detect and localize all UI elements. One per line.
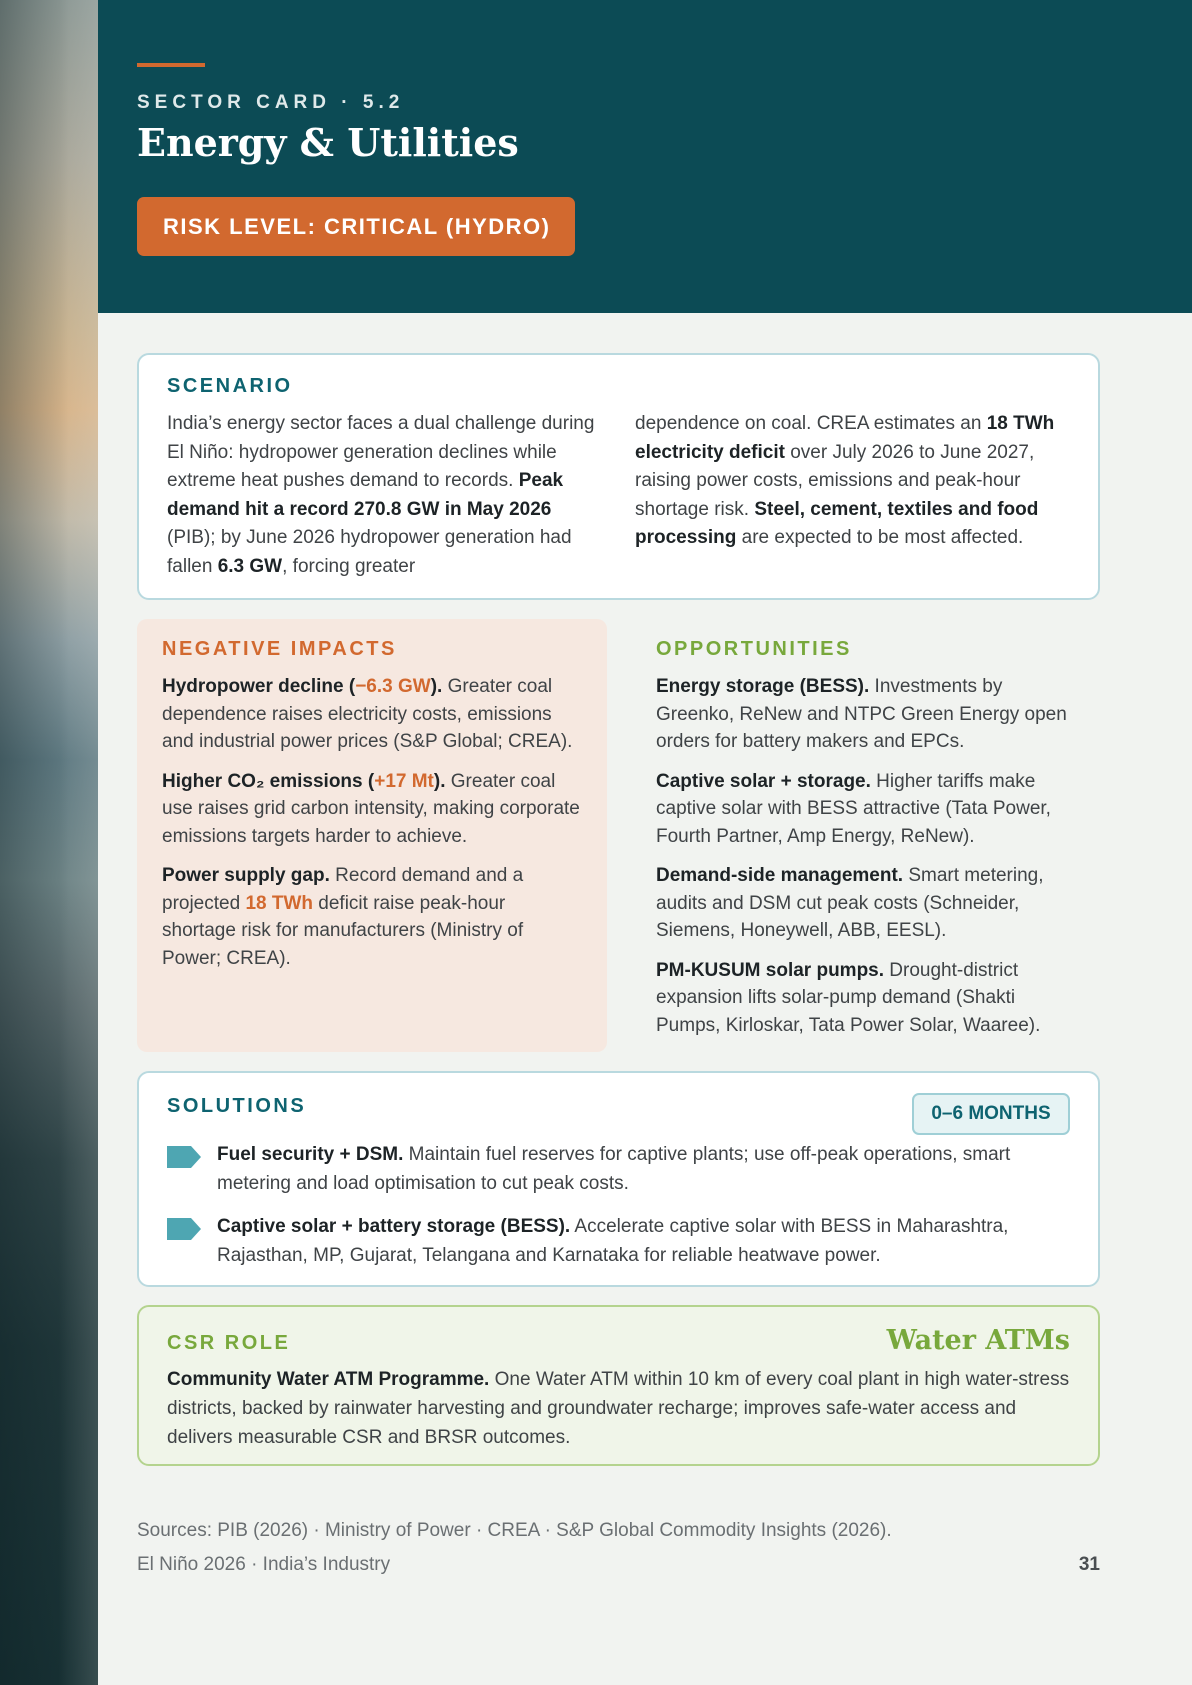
solution-text: Fuel security + DSM. Maintain fuel reserves for captive plants; use off-peak operations, smart metering and load optimisation to cut peak costs.: [217, 1144, 1011, 1194]
negative-impact-item: Hydropower decline (−6.3 GW). Greater coal dependence raises electricity costs, emissions and industrial power prices (S&P Global; CREA).: [162, 676, 573, 752]
opportunity-item: PM-KUSUM solar pumps. Drought-district expansion lifts solar-pump demand (Shakti Pumps, Kirloskar, Tata Power Solar, Waaree).: [656, 959, 1041, 1036]
scenario-label: SCENARIO: [167, 375, 293, 397]
opportunities-label: OPPORTUNITIES: [656, 638, 852, 660]
risk-level-badge: RISK LEVEL: CRITICAL (HYDRO): [137, 197, 575, 256]
arrow-tag-icon: [167, 1140, 217, 1198]
csr-text: Community Water ATM Programme. One Water ATM within 10 km of every coal plant in high water-stress districts, backed by rainwater harvesting and groundwater recharge; improves safe-water access and delivers measurable CSR and BRSR outcomes.: [167, 1369, 1070, 1448]
opportunities-card: [630, 619, 1100, 1052]
solutions-card: [137, 1071, 1100, 1287]
decorative-photo-strip: [0, 0, 98, 1685]
negative-impacts-label: NEGATIVE IMPACTS: [162, 638, 397, 660]
opportunity-item: Energy storage (BESS). Investments by Greenko, ReNew and NTPC Green Energy open orders for battery makers and EPCs.: [656, 676, 1067, 752]
opportunity-item: Captive solar + storage. Higher tariffs make captive solar with BESS attractive (Tata Power, Fourth Partner, Amp Energy, ReNew).: [656, 770, 1051, 847]
negative-impacts-card: [137, 619, 607, 1052]
solution-item: [167, 1212, 1070, 1270]
scenario-column-2: dependence on coal. CREA estimates an 18 TWh electricity deficit over July 2026 to June 2027, raising power costs, emissions and peak-hour shortage risk. Steel, cement, textiles and food processing are expected to be most affected.: [635, 413, 1055, 548]
scenario-column-1: India’s energy sector faces a dual challenge during El Niño: hydropower generation declines while extreme heat pushes demand to records. Peak demand hit a record 270.8 GW in May 2026 (PIB); by June 2026 hydropower generation had fallen 6.3 GW, forcing greater: [167, 413, 595, 577]
page-number: 31: [1078, 1554, 1100, 1575]
csr-tag: Water ATMs: [886, 1325, 1070, 1356]
csr-role-card: [137, 1305, 1100, 1466]
csr-role-label: CSR ROLE: [167, 1332, 291, 1354]
negative-impact-item: Higher CO₂ emissions (+17 Mt). Greater coal use raises grid carbon intensity, making corporate emissions targets harder to achieve.: [162, 770, 580, 847]
scenario-card: [137, 353, 1100, 600]
page-title: Energy & Utilities: [137, 120, 519, 165]
publication-footer: El Niño 2026 · India’s Industry: [137, 1554, 391, 1575]
arrow-tag-icon: [167, 1212, 217, 1270]
timeframe-badge: 0–6 MONTHS: [912, 1093, 1070, 1135]
solutions-label: SOLUTIONS: [167, 1095, 307, 1117]
solution-text: Captive solar + battery storage (BESS). Accelerate captive solar with BESS in Maharashtra, Rajasthan, MP, Gujarat, Telangana and Karnataka for reliable heatwave power.: [217, 1216, 1009, 1266]
opportunity-item: Demand-side management. Smart metering, audits and DSM cut peak costs (Schneider, Siemens, Honeywell, ABB, EESL).: [656, 865, 1044, 941]
solution-item: [167, 1140, 1070, 1198]
negative-impact-item: Power supply gap. Record demand and a projected 18 TWh deficit raise peak-hour shortage risk for manufacturers (Ministry of Power; CREA).: [162, 865, 524, 969]
sources-note: Sources: PIB (2026) · Ministry of Power · CREA · S&P Global Commodity Insights (2026).: [137, 1520, 892, 1541]
sector-card-eyebrow: SECTOR CARD · 5.2: [137, 92, 405, 113]
accent-bar: [137, 63, 205, 67]
